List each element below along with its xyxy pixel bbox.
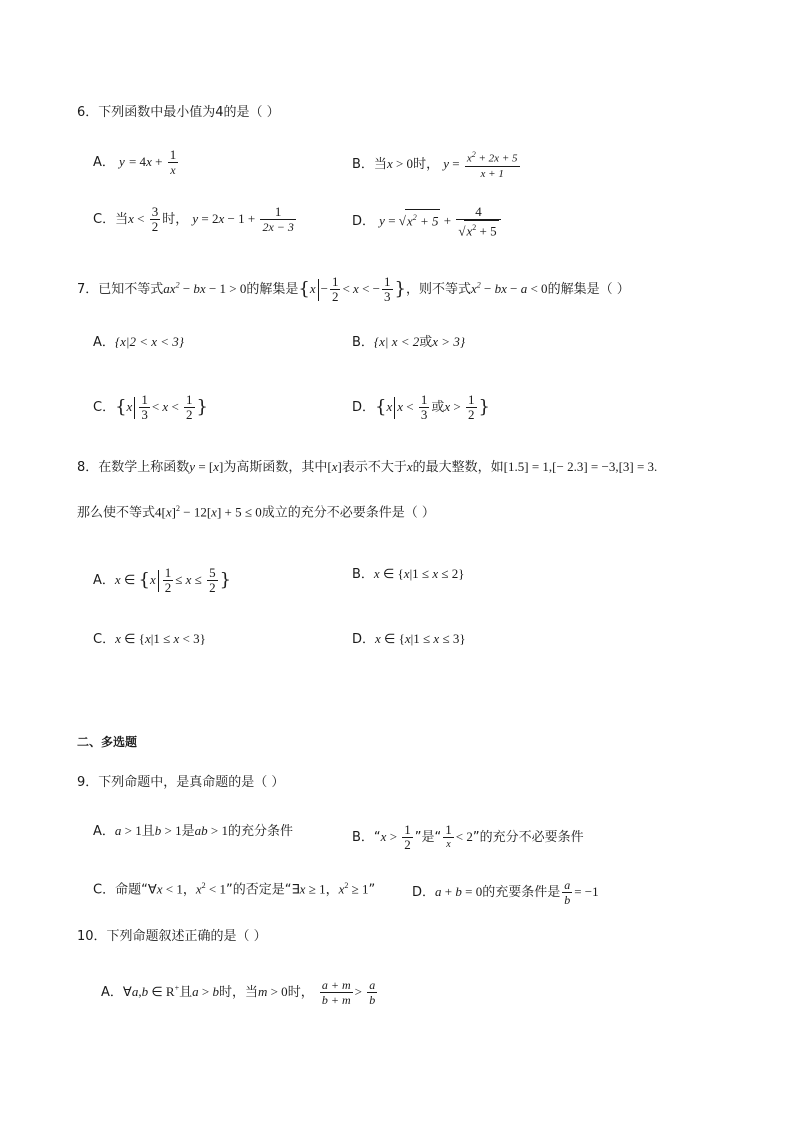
q8-option-c: C．x ∈ {x|1 ≤ x < 3} [93, 631, 206, 647]
q6-option-b: B．当x > 0时， y = $\frac{x^2 + 2x + 5}{x + 1}$ [352, 150, 518, 180]
question-8-stem-line1: 8．在数学上称函数y = [x]为高斯函数，其中[x]表示不大于x的最大整数，如[1.5] = 1,[− 2.3] = −3,[3] = 3. [77, 459, 658, 475]
question-9-stem: 9．下列命题中，是真命题的是（ ） [77, 775, 285, 790]
q9-option-c: C．命题“∀x < 1，$x^2 < 1$”的否定是“∃x ≥ 1，$x^2 \ge 1$” [93, 881, 376, 898]
q10-option-a: A．∀a,b ∈ R+且a > b时，当m > 0时， $\frac{a + m}{b + m}$ > $\frac{a}{b}$ [101, 978, 376, 1007]
q7-option-d: D．{x x < $\frac{1}{3}$ 或x > $\frac{1}{2}$ } [352, 392, 490, 422]
q7-option-b: B．{x| x < 2或x > 3} [352, 334, 466, 350]
q9-option-d: D．a + b = 0的充要条件是 $\frac{a}{b}$ = −1 [412, 878, 599, 907]
q6-option-c: C．当x < $\frac{3}{2}$ 时， y = 2x − 1 + $\frac{1}{2x - 3}$ [93, 204, 294, 234]
question-8-stem-line2: 那么使不等式$4[x]^2 - 12[x] + 5 \le 0$成立的充分不必要条件是（ ） [77, 504, 435, 521]
q7-option-c: C．{x $\frac{1}{3}$ < x < $\frac{1}{2}$ } [93, 392, 208, 422]
q7-option-a: A．{x|2 < x < 3} [93, 334, 184, 350]
q8-option-a: A．x ∈ {x $\frac{1}{2}$ ≤ x ≤ $\frac{5}{2}$ } [93, 565, 232, 595]
q8-option-b: B．x ∈ {x|1 ≤ x ≤ 2} [352, 566, 465, 582]
q6-option-d: D． $y = √x^2 + 5$ + $\frac{4}{√x^2 + 5}$ [352, 205, 503, 238]
q6-option-a: A． y = 4x + $\frac{1}{x}$ [93, 147, 177, 177]
question-6-stem: 6．下列函数中最小值为4的是（ ） [77, 105, 280, 120]
question-10-stem: 10．下列命题叙述正确的是（ ） [77, 929, 267, 944]
q9-option-b: B．“x > $\frac{1}{2}$ ”是“ $\frac{1}{x}$ < 2”的充分不必要条件 [352, 822, 584, 852]
q9-option-a: A．a > 1且b > 1是ab > 1的充分条件 [93, 823, 293, 839]
question-7-stem: 7．已知不等式$ax^2$ − bx − 1 > 0的解集是{x − $\frac{1}{2}$ < x < − $\frac{1}{3}$ }，则不等式$x^2$ − bx − a < 0的解集是（ ） [77, 274, 630, 304]
section-heading-multi-choice: 二、多选题 [77, 735, 138, 749]
q8-option-d: D．x ∈ {x|1 ≤ x ≤ 3} [352, 631, 466, 647]
